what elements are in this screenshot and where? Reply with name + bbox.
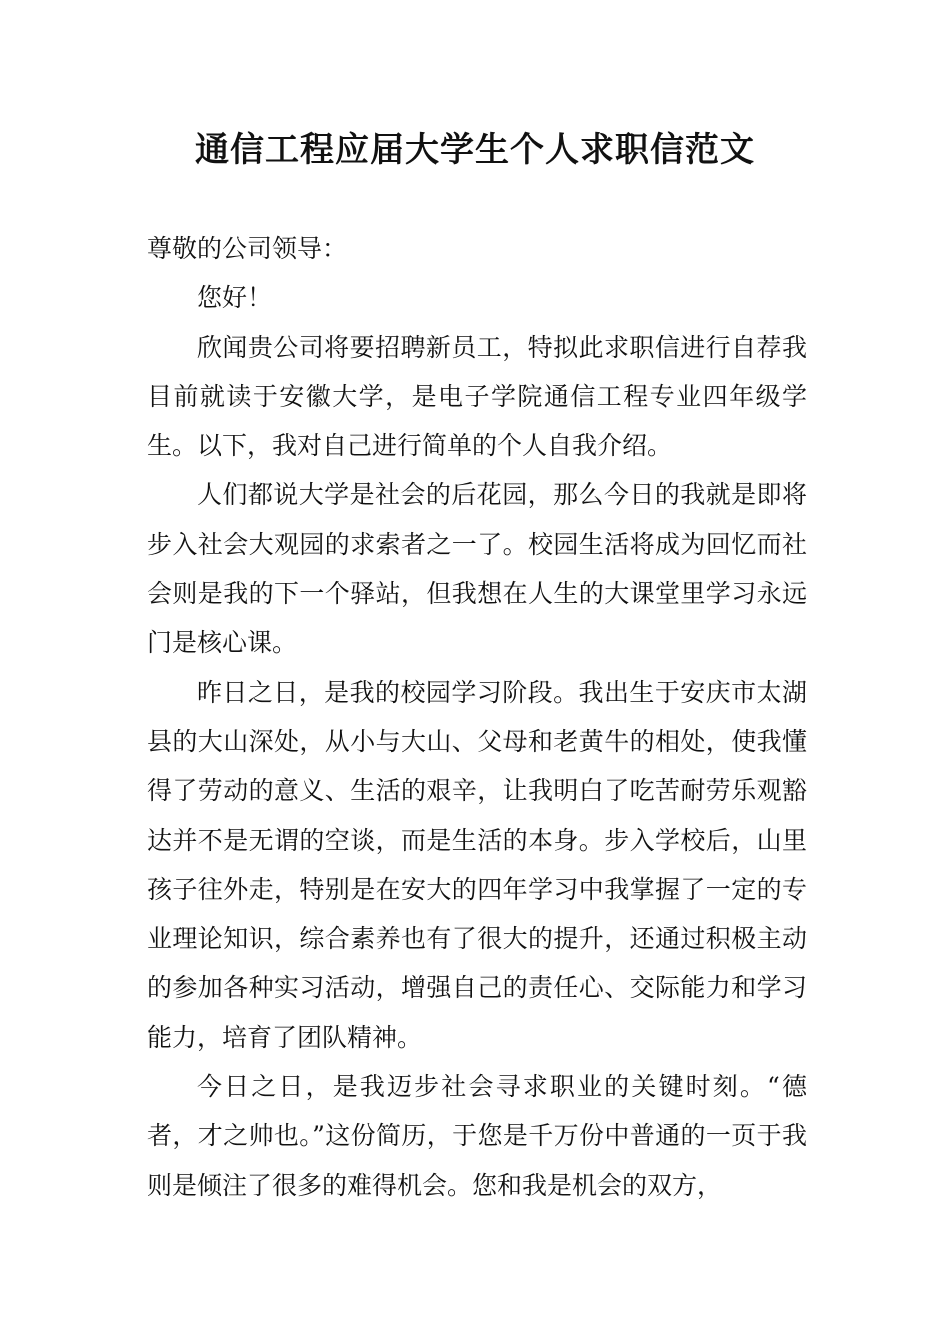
greeting: 您好！ [197, 283, 273, 313]
document-title: 通信工程应届大学生个人求职信范文 [195, 130, 755, 170]
paragraph-society: 人们都说大学是社会的后花园，那么今日的我就是即将步入社会大观园的求索者之一了。校园生活将成为回忆而社会则是我的下一个驿站，但我想在人生的大课堂里学习永远门是核心课。 [147, 480, 807, 658]
paragraph-intro: 欣闻贵公司将要招聘新员工，特拟此求职信进行自荐我目前就读于安徽大学，是电子学院通信工程专业四年级学生。以下，我对自己进行简单的个人自我介绍。 [147, 332, 807, 461]
paragraph-yesterday: 昨日之日，是我的校园学习阶段。我出生于安庆市太湖县的大山深处，从小与大山、父母和老黄牛的相处，使我懂得了劳动的意义、生活的艰辛，让我明白了吃苦耐劳乐观豁达并不是无谓的空谈，而是生活的本身。步入学校后，山里孩子往外走，特别是在安大的四年学习中我掌握了一定的专业理论知识，综合素养也有了很大的提升，还通过积极主动的参加各种实习活动，增强自己的责任心、交际能力和学习能力，培育了团队精神。 [147, 677, 807, 1052]
paragraph-today: 今日之日，是我迈步社会寻求职业的关键时刻。“德者，才之帅也。”这份简历，于您是千万份中普通的一页于我则是倾注了很多的难得机会。您和我是机会的双方， [147, 1072, 807, 1200]
document-body [147, 224, 807, 1210]
salutation: 尊敬的公司领导： [147, 234, 348, 263]
